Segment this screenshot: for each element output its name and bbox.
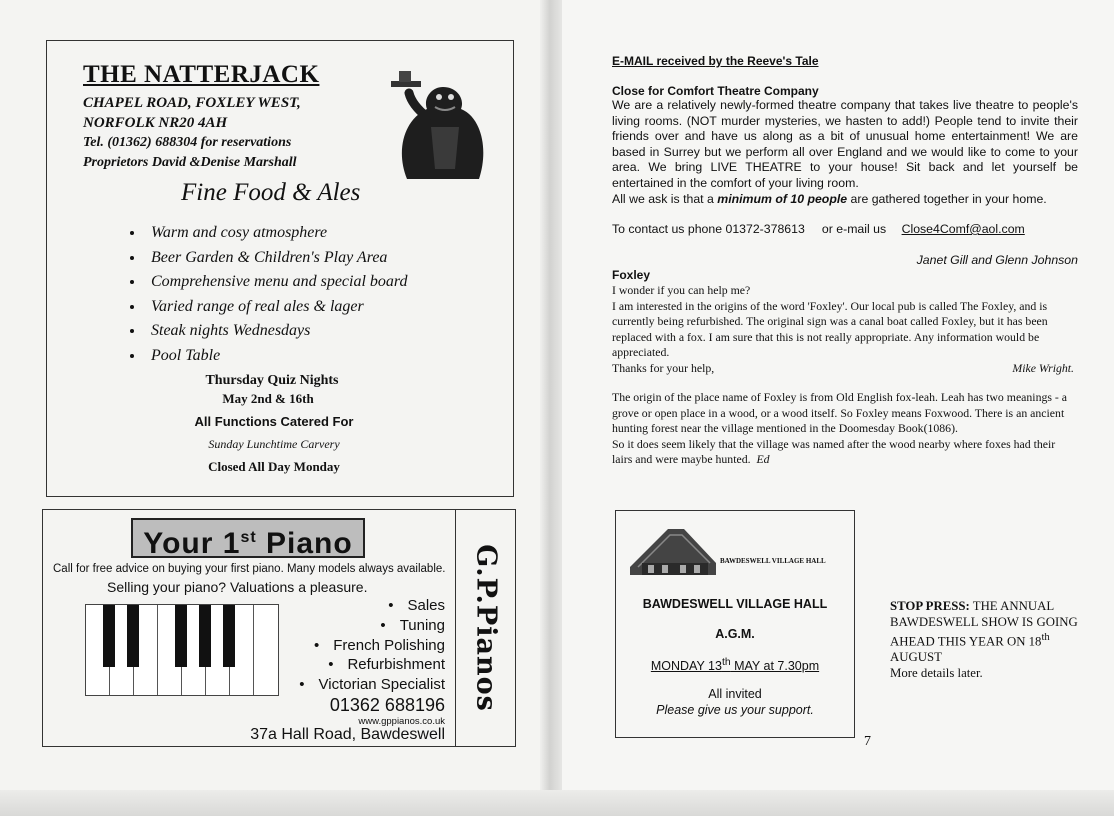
contact-line <box>612 222 1078 236</box>
letter-signature: Mike Wright. <box>1012 360 1074 375</box>
answer-paragraph-2 <box>612 437 1078 468</box>
advice-line: Call for free advice on buying your first piano. Many models always available. <box>53 563 446 575</box>
piano-phone: 01362 688196 <box>329 695 445 715</box>
answer-text: So it does seem likely that the village was named after the wood nearby where foxes had their lairs and were maybe hunted. <box>612 436 1056 467</box>
letter-paragraph: I wonder if you can help me? <box>612 283 751 297</box>
address-line-1: CHAPEL ROAD, FOXLEY WEST, <box>83 95 301 111</box>
service-item: • Refurbishment <box>328 656 445 673</box>
agm-date-suffix: MAY at 7.30pm <box>730 659 820 674</box>
banner-sup: st <box>240 529 257 546</box>
functions-line: All Functions Catered For <box>194 414 354 429</box>
contact-email-prefix: or e-mail us <box>821 222 887 236</box>
sunday-carvery: Sunday Lunchtime Carvery <box>208 437 340 451</box>
toad-waiter-illustration <box>387 69 497 179</box>
ask-suffix: are gathered together in your home. <box>847 191 1047 206</box>
company-body <box>612 98 1078 207</box>
natterjack-title: THE NATTERJACK <box>83 61 320 88</box>
service-item: • Sales <box>388 597 445 614</box>
closed-monday: Closed All Day Monday <box>208 459 340 474</box>
phone-line: Tel. (01362) 688304 for reservations <box>83 135 292 150</box>
stop-press-label: STOP PRESS: <box>890 599 970 613</box>
feature-item: • Warm and cosy atmosphere <box>145 221 408 246</box>
email-heading: E-MAIL received by the Reeve's Tale <box>612 54 819 68</box>
hall-image-caption: BAWDESWELL VILLAGE HALL <box>720 557 826 565</box>
piano-advert <box>42 509 516 747</box>
letter-thanks: Thanks for your help, <box>612 360 715 375</box>
stop-press <box>890 599 1086 681</box>
service-item: • Victorian Specialist <box>299 676 445 693</box>
agm-title: A.G.M. <box>715 627 755 641</box>
service-item: • French Polishing <box>314 637 445 654</box>
banner-text-end: Piano <box>256 527 353 560</box>
agm-date <box>616 657 854 673</box>
foxley-heading: Foxley <box>612 268 651 282</box>
stop-press-text: THE ANNUAL BAWDESWELL SHOW IS GOING AHEAD THIS YEAR ON 18 <box>890 599 1078 649</box>
piano-keys-illustration <box>85 604 279 696</box>
stop-press-sup: th <box>1041 632 1050 644</box>
proprietors-line: Proprietors David &Denise Marshall <box>83 155 297 170</box>
feature-item: • Pool Table <box>145 344 408 369</box>
piano-website: www.gppianos.co.uk <box>358 716 445 727</box>
piano-brand-vertical: G.P.Pianos <box>470 544 502 712</box>
banner-text: Your 1 <box>143 527 241 560</box>
scan-bottom-edge <box>0 790 1114 816</box>
natterjack-advert <box>46 40 514 497</box>
stop-press-text-end: AUGUST <box>890 650 942 665</box>
piano-brand-strip <box>455 510 516 746</box>
piano-address: 37a Hall Road, Bawdeswell <box>250 726 445 743</box>
agm-date-prefix: MONDAY 13 <box>650 659 722 674</box>
agm-support: Please give us your support. <box>656 703 814 717</box>
agm-notice <box>615 510 855 738</box>
service-item: • Tuning <box>380 617 445 634</box>
letter-signoff <box>612 361 1078 377</box>
village-hall-illustration <box>628 523 718 575</box>
company-signature: Janet Gill and Glenn Johnson <box>916 253 1078 267</box>
foxley-answer <box>612 390 1078 468</box>
quiz-title: Thursday Quiz Nights <box>205 373 339 388</box>
contact-email-link[interactable]: Close4Comf@aol.com <box>901 222 1025 236</box>
company-body-text: We are a relatively newly-formed theatre company that takes live theatre to people's living rooms. (NOT murder mysteries, we hasten to add!) People tend to invite their friends over and have us along as a bit of unusual home entertainment! We are based in Surrey but we perform all over England and we would like to come to your area. We bring LIVE THEATRE to your house! Sit back and let yourself be entertained in the comfort of your living room. <box>612 98 1078 190</box>
foxley-letter <box>612 283 1078 377</box>
address-line-2: NORFOLK NR20 4AH <box>83 115 228 131</box>
page-number: 7 <box>864 734 871 749</box>
feature-item: • Beer Garden & Children's Play Area <box>145 246 408 271</box>
answer-paragraph: The origin of the place name of Foxley is from Old English fox-leah. Leah has two meanings - a grove or open place in a wood, or a wood itself. So Foxley means Foxwood. There is an ancient hunting forest near the village mentioned in the Doomesday Book(1086). <box>612 390 1068 436</box>
letter-paragraph: I am interested in the origins of the word 'Foxley'. Our local pub is called The Foxley, and is currently being refurbished. The original sign was a canal boat called Foxley, but it has been replaced with a fox. I am sure that this is not really appropriate. Any information would be appreciated. <box>612 298 1048 360</box>
tagline: Fine Food & Ales <box>181 179 361 206</box>
stop-press-more: More details later. <box>890 665 983 680</box>
hall-name: BAWDESWELL VILLAGE HALL <box>642 597 828 611</box>
selling-line: Selling your piano? Valuations a pleasure. <box>107 579 368 595</box>
feature-item: • Varied range of real ales & lager <box>145 295 408 320</box>
quiz-dates: May 2nd & 16th <box>222 391 314 406</box>
editor-signature: Ed <box>756 452 770 467</box>
company-heading: Close for Comfort Theatre Company <box>612 84 819 98</box>
contact-phone: To contact us phone 01372-378613 <box>612 222 805 236</box>
page-spine <box>540 0 562 816</box>
feature-item: • Comprehensive menu and special board <box>145 270 408 295</box>
features-list <box>125 221 408 368</box>
agm-date-sup: th <box>721 657 731 668</box>
agm-invited: All invited <box>708 687 762 701</box>
ask-emphasis: minimum of 10 people <box>717 191 848 206</box>
ask-prefix: All we ask is that a <box>612 191 718 206</box>
piano-banner <box>131 518 365 558</box>
feature-item: • Steak nights Wednesdays <box>145 319 408 344</box>
